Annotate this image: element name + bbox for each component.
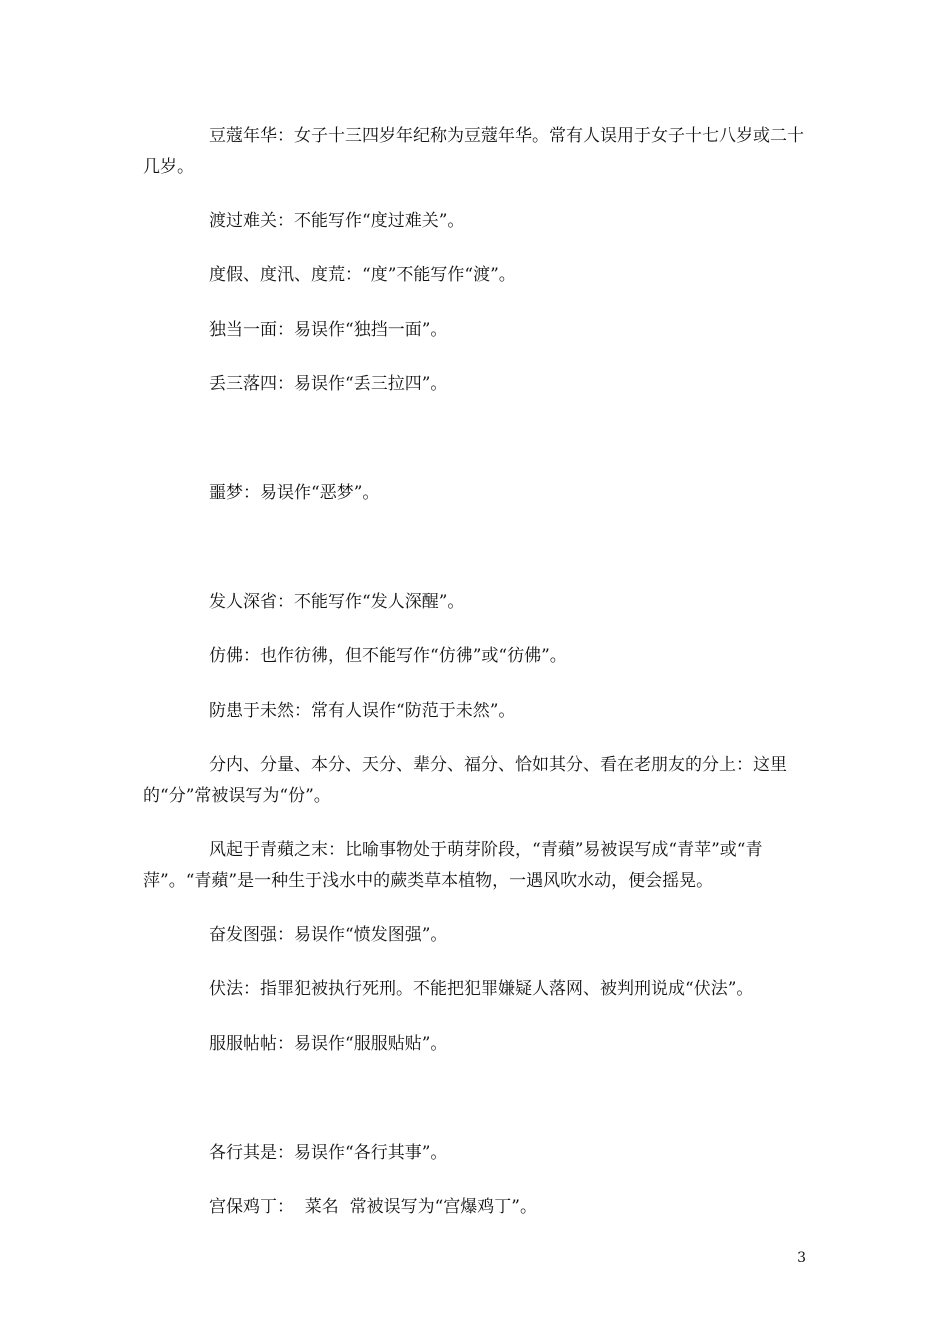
- entry-fangfu: 仿佛：也作彷彿，但不能写作“仿彿”或“彷佛”。: [209, 646, 567, 666]
- entry-fufa: 伏法：指罪犯被执行死刑。不能把犯罪嫌疑人落网、被判刑说成“伏法”。: [209, 979, 754, 999]
- page-number: 3: [797, 1250, 806, 1266]
- entry-dudang-yimian: 独当一面：易误作“独挡一面”。: [209, 320, 448, 340]
- entry-dujia-duxun-duhuang: 度假、度汛、度荒：“度”不能写作“渡”。: [209, 265, 516, 285]
- entry-emeng: 噩梦：易误作“恶梦”。: [209, 483, 380, 503]
- entry-gongbao-jiding: 宫保鸡丁： 菜名 常被误写为“宫爆鸡丁”。: [209, 1197, 537, 1217]
- entry-fenfa-tuqiang: 奋发图强：易误作“愤发图强”。: [209, 925, 448, 945]
- entry-faren-shenxing: 发人深省：不能写作“发人深醒”。: [209, 592, 465, 612]
- entry-gexing-qishi: 各行其是：易误作“各行其事”。: [209, 1143, 448, 1163]
- entry-fanghuan-yuweiran: 防患于未然：常有人误作“防范于未然”。: [209, 701, 516, 721]
- entry-diusan-luosi: 丢三落四：易误作“丢三拉四”。: [209, 374, 448, 394]
- entry-fennei-fenliang: 分内、分量、本分、天分、辈分、福分、恰如其分、看在老朋友的分上：这里的“分”常被误写为“份”。: [143, 755, 787, 806]
- entry-duguo-nanguan: 渡过难关：不能写作“度过难关”。: [209, 211, 465, 231]
- entry-doukou-nianhua: 豆蔻年华：女子十三四岁年纪称为豆蔻年华。常有人误用于女子十七八岁或二十几岁。: [143, 126, 804, 177]
- entry-fengqi-qingpin: 风起于青蘋之末：比喻事物处于萌芽阶段，“青蘋”易被误写成“青苹”或“青萍”。“青蘋”是一种生于浅水中的蕨类草本植物，一遇风吹水动，便会摇晃。: [143, 840, 763, 891]
- entry-fufu-tietie: 服服帖帖：易误作“服服贴贴”。: [209, 1034, 448, 1054]
